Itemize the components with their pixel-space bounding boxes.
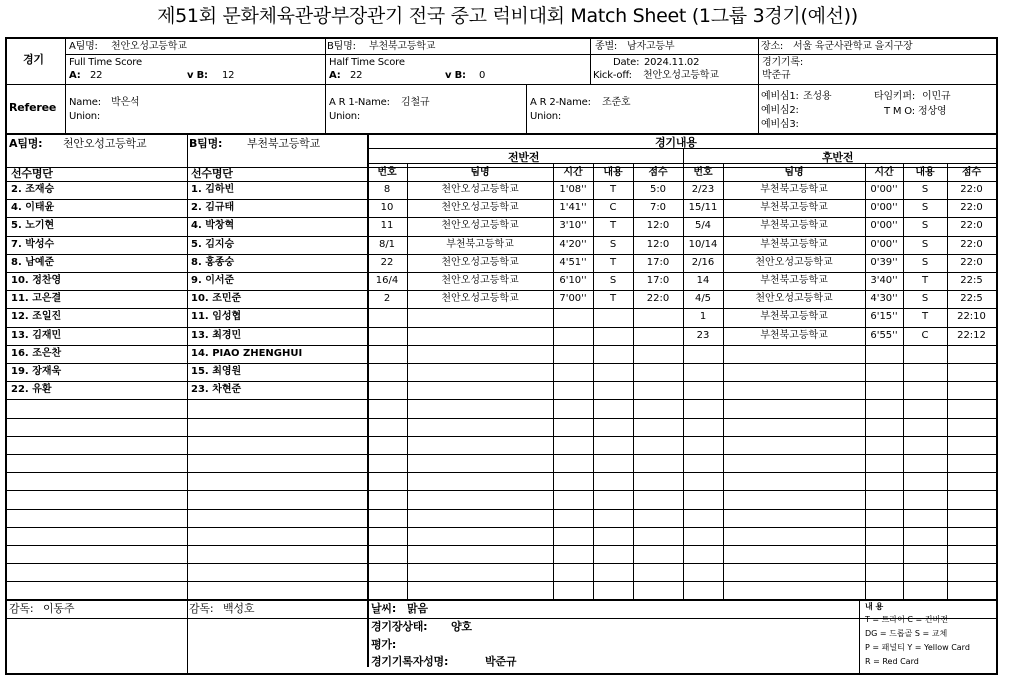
player-a: 12. 조일진 — [11, 311, 62, 322]
first-half-cell: 8/1 — [378, 239, 396, 250]
player-a: 16. 조은찬 — [11, 348, 62, 359]
first-half-cell: 7'00'' — [559, 293, 587, 304]
first-half-cell: S — [609, 275, 617, 286]
first-half-cell: S — [609, 239, 617, 250]
grid-line — [7, 581, 996, 582]
team-b-roster-header: 선수명단 — [191, 167, 233, 180]
first-half-cell: 12:0 — [646, 239, 670, 250]
second-half-cell: 부천북고등학교 — [760, 275, 828, 286]
grid-line — [65, 54, 996, 55]
log-header-cell: 번호 — [693, 167, 713, 178]
team-a-header-name: 천안오성고등학교 — [63, 137, 147, 150]
second-half-cell: 6'15'' — [870, 311, 898, 322]
first-half-cell: 3'10'' — [559, 220, 587, 231]
second-half-cell: 2/16 — [691, 257, 715, 268]
ar1-union-label: Union: — [329, 111, 361, 122]
coach-a-label: 감독: — [9, 602, 34, 615]
first-half-cell: 7:0 — [649, 202, 667, 213]
first-half-title: 전반전 — [508, 151, 540, 164]
log-header-cell: 점수 — [648, 167, 668, 178]
first-half-cell: 천안오성고등학교 — [441, 184, 519, 195]
grid-line — [7, 563, 996, 564]
second-half-cell: 22:12 — [957, 330, 986, 341]
player-a: 19. 장재욱 — [11, 366, 62, 377]
second-half-cell: S — [921, 184, 929, 195]
recorder-value: 박준규 — [762, 70, 791, 81]
second-half-cell: 3'40'' — [870, 275, 898, 286]
grid-line — [187, 133, 188, 599]
first-half-cell: 1'41'' — [559, 202, 587, 213]
second-half-cell: 22:0 — [960, 202, 983, 213]
grid-line — [7, 454, 996, 455]
legend-title: 내 용 — [865, 602, 884, 611]
second-half-cell: 10/14 — [688, 239, 718, 250]
reserve3-label: 예비심3: — [761, 119, 799, 130]
grid-line — [7, 618, 996, 619]
second-half-cell: 4'30'' — [870, 293, 898, 304]
second-half-cell: 22:10 — [957, 311, 986, 322]
ar1-label: A R 1-Name: — [329, 97, 390, 108]
grid-line — [7, 381, 996, 382]
second-half-cell: 15/11 — [688, 202, 718, 213]
category-value: 남자고등부 — [627, 41, 675, 52]
first-half-cell: 부천북고등학교 — [446, 239, 514, 250]
second-half-cell: 22:0 — [960, 239, 983, 250]
log-header-cell: 시간 — [563, 167, 583, 178]
coach-b-name: 백성호 — [223, 602, 255, 615]
grid-line — [7, 399, 996, 400]
referee-label: Referee — [9, 101, 57, 114]
second-half-cell: 0'39'' — [870, 257, 898, 268]
grid-line — [325, 84, 326, 135]
team-a-name: 천안오성고등학교 — [111, 41, 187, 52]
field-value: 양호 — [451, 620, 472, 633]
full-time-label: Full Time Score — [69, 57, 142, 68]
second-half-cell: 0'00'' — [870, 220, 898, 231]
second-half-cell: 부천북고등학교 — [760, 311, 828, 322]
team-a-label: A팀명: — [69, 41, 98, 52]
full-a-label: A: — [69, 70, 81, 81]
half-b-label: v B: — [445, 70, 466, 81]
second-half-cell: S — [921, 220, 929, 231]
first-half-cell: 17:0 — [646, 257, 670, 268]
team-a-roster-header: 선수명단 — [11, 167, 53, 180]
grid-line — [325, 39, 326, 84]
first-half-cell: 12:0 — [646, 220, 670, 231]
legend-line: P = 패널티 Y = Yellow Card — [865, 643, 970, 652]
referee-name-label: Name: — [69, 97, 101, 108]
grid-line — [7, 599, 996, 601]
first-half-cell: 8 — [383, 184, 391, 195]
grid-line — [367, 148, 996, 149]
sheet-title: 제51회 문화체육관광부장관기 전국 중고 럭비대회 Match Sheet (1그룹 3경기(예선)) — [157, 5, 858, 27]
first-half-cell: 6'10'' — [559, 275, 587, 286]
writer-value: 박준규 — [485, 655, 517, 668]
grid-line — [526, 84, 527, 135]
first-half-cell: C — [609, 202, 617, 213]
reserve2-label: 예비심2: — [761, 105, 799, 116]
player-a: 5. 노기현 — [11, 220, 55, 231]
second-half-cell: 부천북고등학교 — [760, 220, 828, 231]
first-half-cell: 천안오성고등학교 — [441, 275, 519, 286]
player-a: 11. 고은결 — [11, 293, 62, 304]
log-header-cell: 내용 — [915, 167, 935, 178]
legend-line: T = 트라이 C = 컨버전 — [865, 615, 948, 624]
player-a: 22. 유환 — [11, 384, 52, 395]
second-half-cell: 천안오성고등학교 — [755, 293, 833, 304]
second-half-cell: T — [921, 275, 929, 286]
second-half-cell: 4/5 — [694, 293, 712, 304]
first-half-cell: T — [609, 293, 617, 304]
grid-line — [7, 509, 996, 510]
grid-line — [7, 527, 996, 528]
grid-line — [7, 418, 996, 419]
first-half-cell: T — [609, 220, 617, 231]
second-half-cell: 부천북고등학교 — [760, 239, 828, 250]
log-header-cell: 팀명 — [470, 167, 490, 178]
player-a: 8. 남예준 — [11, 257, 55, 268]
grid-line — [859, 599, 860, 675]
player-a: 2. 조재승 — [11, 184, 55, 195]
reserve1-label: 예비심1: — [761, 91, 799, 102]
first-half-cell: 10 — [380, 202, 394, 213]
log-title: 경기내용 — [655, 136, 697, 149]
second-half-cell: 부천북고등학교 — [760, 202, 828, 213]
log-header-cell: 시간 — [874, 167, 894, 178]
second-half-cell: 5/4 — [694, 220, 712, 231]
grid-line — [367, 163, 996, 164]
grid-line — [7, 545, 996, 546]
venue-label: 장소: — [761, 41, 784, 52]
grid-line — [7, 84, 996, 85]
second-half-cell: 6'55'' — [870, 330, 898, 341]
legend-line: DG = 드롭골 S = 교체 — [865, 629, 948, 638]
player-b: 10. 조민준 — [191, 293, 242, 304]
second-half-cell: 23 — [696, 330, 710, 341]
category-label: 종별: — [595, 41, 618, 52]
log-header-cell: 팀명 — [784, 167, 804, 178]
player-b: 11. 임성협 — [191, 311, 242, 322]
timekeeper-name: 이민규 — [922, 91, 951, 102]
kickoff-label: Kick-off: — [593, 70, 632, 81]
first-half-cell: 천안오성고등학교 — [441, 257, 519, 268]
date-value: 2024.11.02 — [644, 57, 700, 68]
tmo-name: 정상영 — [918, 106, 947, 117]
second-half-cell: 1 — [699, 311, 707, 322]
team-b-header-label: B팀명: — [189, 137, 223, 150]
first-half-cell: 22:0 — [646, 293, 670, 304]
second-half-cell: 22:0 — [960, 184, 983, 195]
first-half-cell: 4'20'' — [559, 239, 587, 250]
second-half-cell: 14 — [696, 275, 710, 286]
legend-line: R = Red Card — [865, 657, 919, 666]
second-half-cell: 0'00'' — [870, 202, 898, 213]
second-half-cell: S — [921, 239, 929, 250]
player-b: 5. 김지승 — [191, 239, 235, 250]
second-half-cell: T — [921, 311, 929, 322]
referee-union-label: Union: — [69, 111, 101, 122]
match-sheet — [5, 37, 998, 675]
player-b: 14. PIAO ZHENGHUI — [191, 348, 303, 359]
second-half-cell: 2/23 — [691, 184, 715, 195]
second-half-cell: C — [921, 330, 929, 341]
second-half-cell: 부천북고등학교 — [760, 330, 828, 341]
player-a: 13. 김재민 — [11, 330, 62, 341]
half-a-label: A: — [329, 70, 341, 81]
grid-line — [7, 490, 996, 491]
team-b-header-name: 부천북고등학교 — [247, 137, 320, 150]
kickoff-value: 천안오성고등학교 — [643, 70, 719, 81]
second-half-cell: S — [921, 293, 929, 304]
grid-line — [7, 472, 996, 473]
eval-label: 평가: — [371, 638, 397, 651]
player-b: 2. 김규태 — [191, 202, 235, 213]
second-half-cell: 22:5 — [960, 293, 983, 304]
second-half-cell: 0'00'' — [870, 239, 898, 250]
grid-line — [7, 345, 996, 346]
referee-name: 박은석 — [111, 97, 140, 108]
half-time-label: Half Time Score — [329, 57, 405, 68]
full-b-score: 12 — [222, 70, 235, 81]
grid-line — [7, 133, 996, 135]
half-b-score: 0 — [479, 70, 486, 81]
first-half-cell: 22 — [380, 257, 394, 268]
reserve1-name: 조성용 — [803, 91, 832, 102]
full-a-score: 22 — [90, 70, 103, 81]
first-half-cell: 천안오성고등학교 — [441, 293, 519, 304]
first-half-cell: T — [609, 184, 617, 195]
second-half-cell: 0'00'' — [870, 184, 898, 195]
grid-line — [7, 436, 996, 437]
ar2-name: 조준호 — [602, 97, 631, 108]
ar1-name: 김철규 — [401, 97, 430, 108]
second-half-cell: 부천북고등학교 — [760, 184, 828, 195]
tmo-label: T M O: — [884, 106, 915, 117]
grid-line — [7, 363, 996, 364]
grid-line — [590, 39, 591, 84]
first-half-cell: 16/4 — [375, 275, 399, 286]
player-b: 23. 차현준 — [191, 384, 242, 395]
player-b: 15. 최영원 — [191, 366, 242, 377]
coach-a-name: 이동주 — [43, 602, 75, 615]
ar2-union-label: Union: — [530, 111, 562, 122]
team-a-header-label: A팀명: — [9, 137, 43, 150]
team-b-name: 부천북고등학교 — [369, 41, 436, 52]
player-b: 1. 김하빈 — [191, 184, 235, 195]
second-half-title: 후반전 — [822, 151, 854, 164]
team-b-label: B팀명: — [327, 41, 356, 52]
first-half-cell: 1'08'' — [559, 184, 587, 195]
first-half-cell: 천안오성고등학교 — [441, 220, 519, 231]
player-a: 10. 정찬영 — [11, 275, 62, 286]
log-header-cell: 내용 — [603, 167, 623, 178]
log-header-cell: 점수 — [961, 167, 982, 178]
field-label: 경기장상태: — [371, 620, 428, 633]
first-half-cell: 5:0 — [649, 184, 667, 195]
second-half-cell: 22:0 — [960, 220, 983, 231]
player-b: 9. 이서준 — [191, 275, 235, 286]
second-half-cell: S — [921, 257, 929, 268]
log-header-cell: 번호 — [377, 167, 397, 178]
player-b: 13. 최경민 — [191, 330, 242, 341]
first-half-cell: 11 — [380, 220, 394, 231]
second-half-cell: 22:5 — [960, 275, 983, 286]
player-b: 4. 박창혁 — [191, 220, 235, 231]
match-label: 경기 — [23, 53, 44, 66]
weather-value: 맑음 — [407, 602, 428, 615]
timekeeper-label: 타임키퍼: — [874, 91, 916, 102]
first-half-cell: 2 — [383, 293, 391, 304]
second-half-cell: 22:0 — [960, 257, 983, 268]
second-half-cell: 천안오성고등학교 — [755, 257, 833, 268]
player-b: 8. 홍종숭 — [191, 257, 235, 268]
first-half-cell: 4'51'' — [559, 257, 587, 268]
writer-label: 경기기록자성명: — [371, 655, 449, 668]
ar2-label: A R 2-Name: — [530, 97, 591, 108]
player-a: 7. 박성수 — [11, 239, 55, 250]
full-b-label: v B: — [187, 70, 208, 81]
player-a: 4. 이태윤 — [11, 202, 55, 213]
weather-label: 날씨: — [371, 602, 397, 615]
grid-line — [187, 599, 188, 675]
second-half-cell: S — [921, 202, 929, 213]
first-half-cell: 17:0 — [646, 275, 670, 286]
first-half-cell: 천안오성고등학교 — [441, 202, 519, 213]
venue-value: 서울 육군사관학교 을지구장 — [793, 41, 913, 52]
half-a-score: 22 — [350, 70, 363, 81]
coach-b-label: 감독: — [189, 602, 214, 615]
date-label: Date: — [613, 57, 640, 68]
recorder-label: 경기기록: — [762, 57, 804, 68]
first-half-cell: T — [609, 257, 617, 268]
